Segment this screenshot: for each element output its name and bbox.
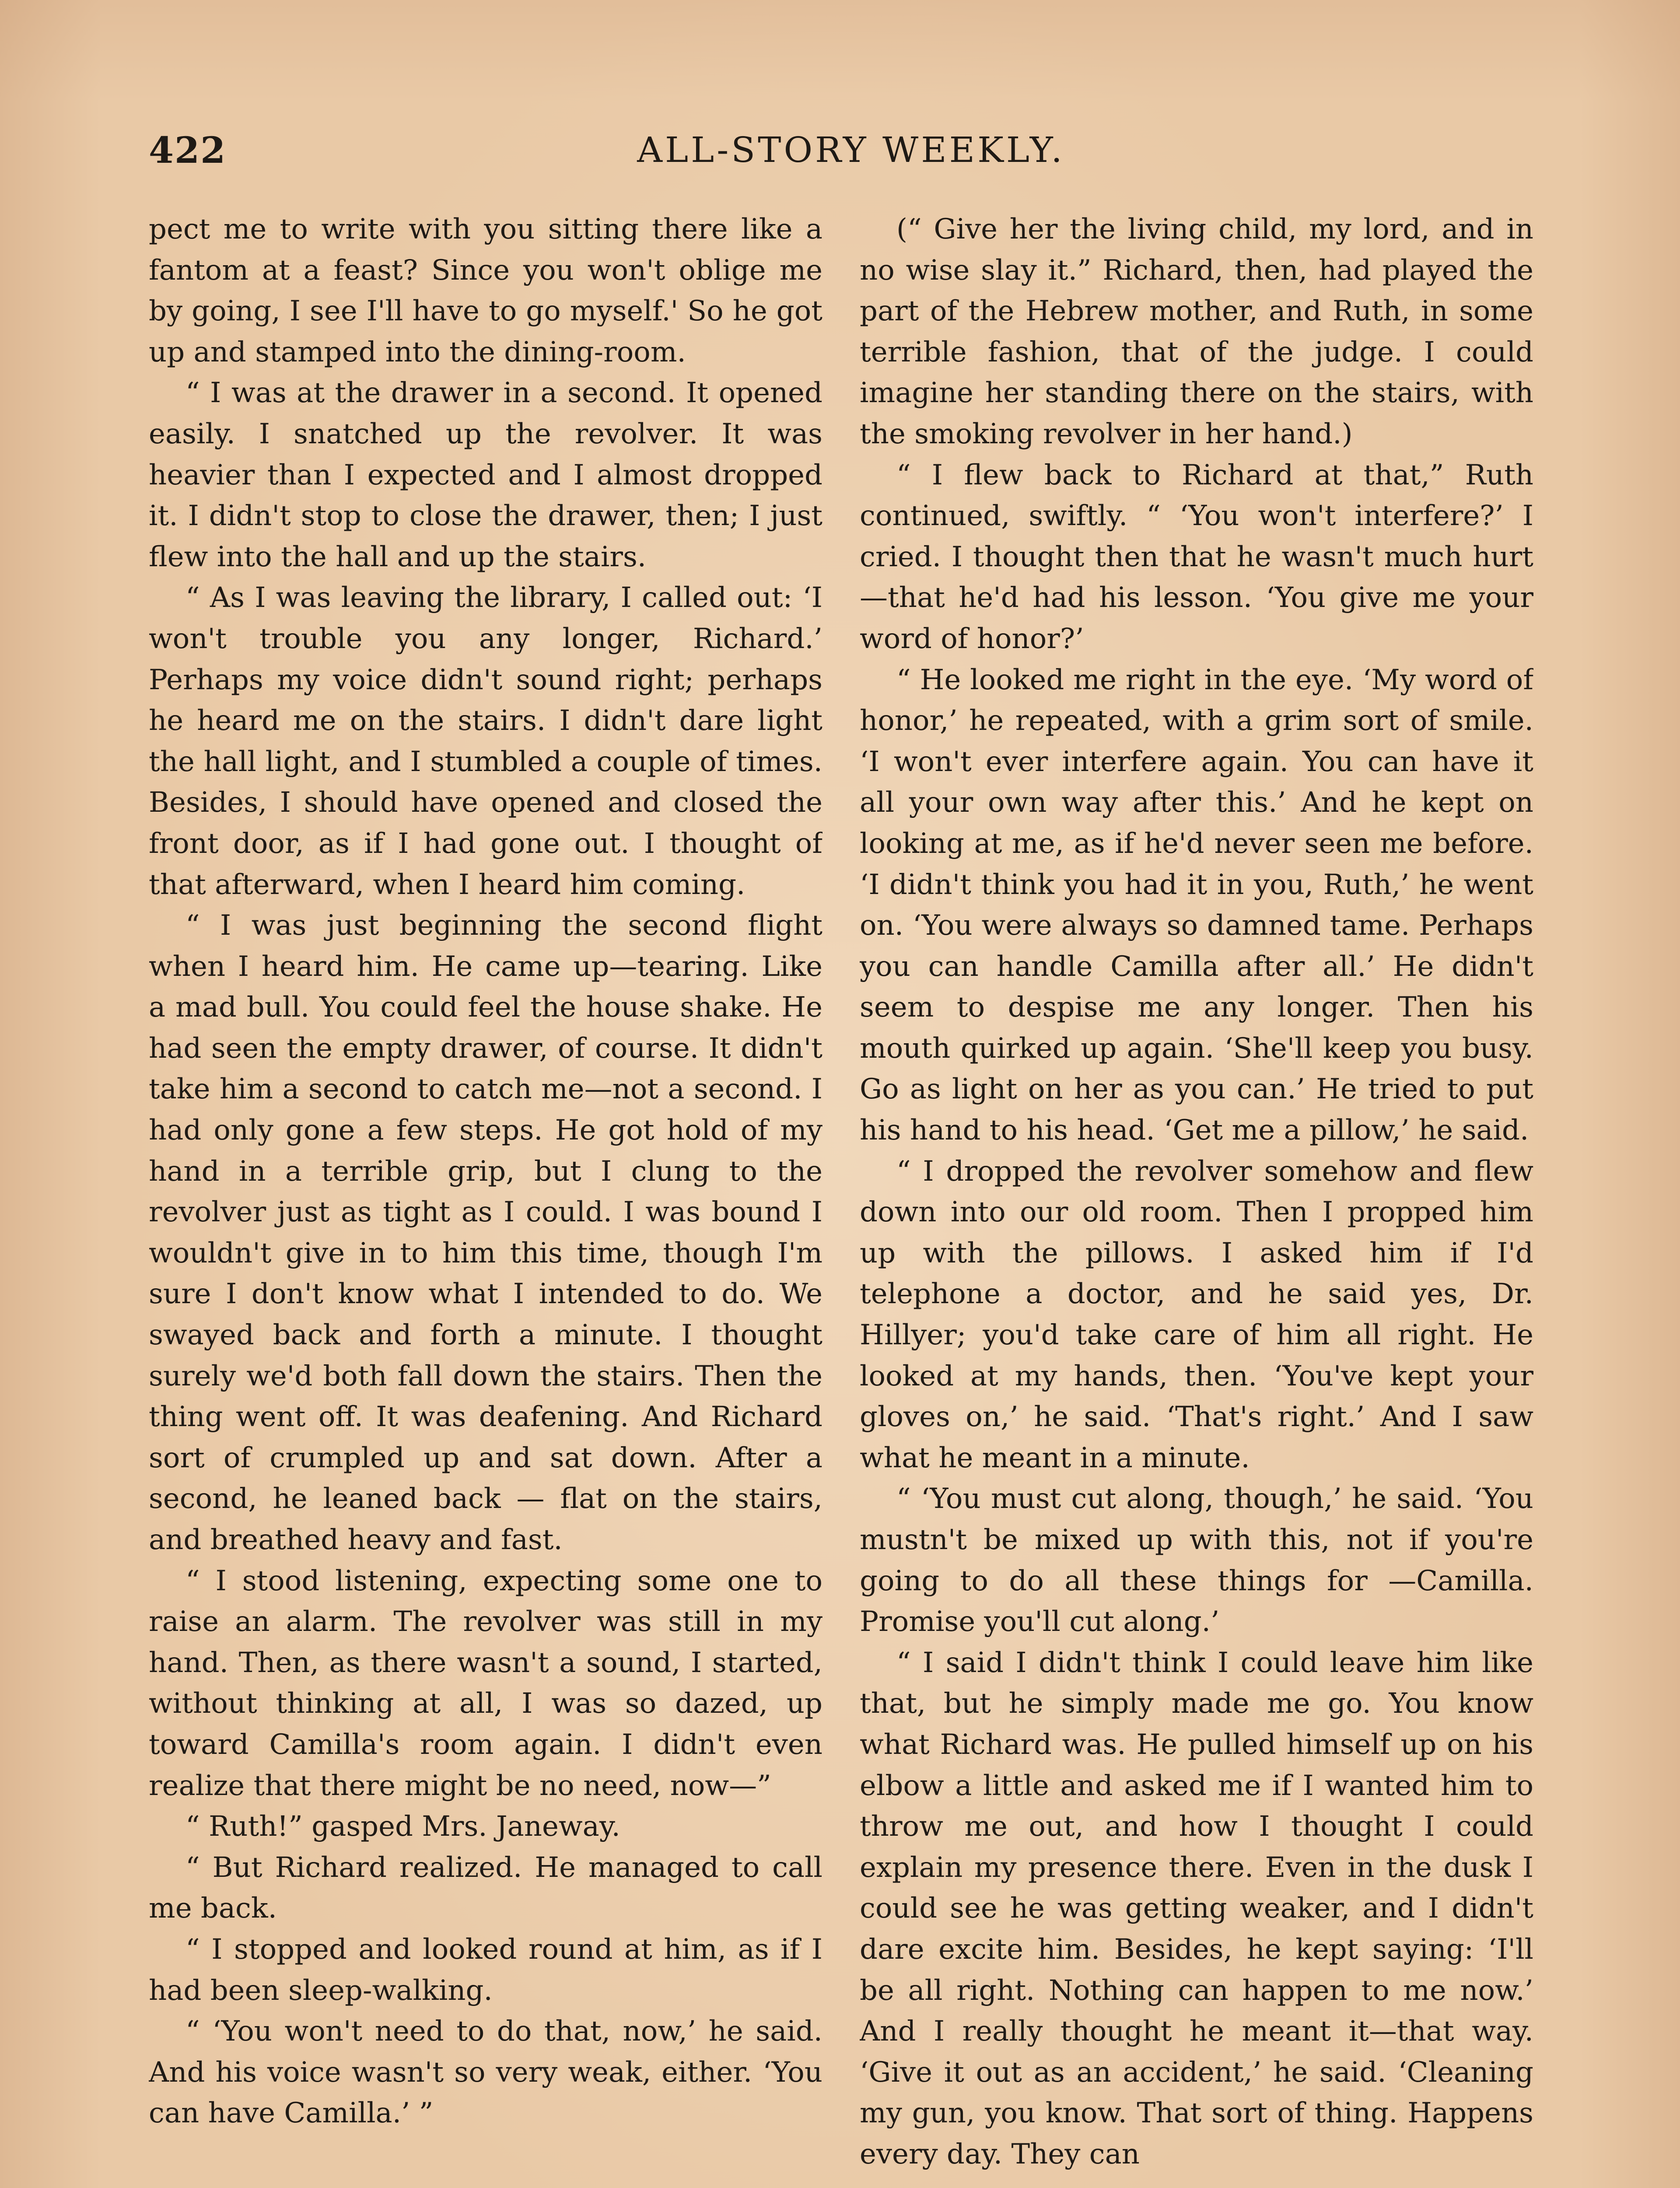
page-header bbox=[149, 130, 1553, 178]
paragraph: “ But Richard realized. He managed to call me back. bbox=[149, 1851, 822, 1925]
paragraph: “ ‘You won't need to do that, now,’ he said. And his voice wasn't so very weak, either. ‘You can have Camilla.’ ” bbox=[149, 2015, 822, 2130]
right-column bbox=[860, 209, 1533, 2188]
paragraph: “ I stood listening, expecting some one to raise an alarm. The revolver was still in my hand. Then, as there wasn't a sound, I started, without thinking at all, I was so dazed, up toward Camilla's room again. I didn't even realize that there might be no need, now—” bbox=[149, 1564, 822, 1802]
running-title: ALL-STORY WEEKLY. bbox=[637, 130, 1065, 170]
paragraph: “ I was at the drawer in a second. It opened easily. I snatched up the revolver. It was heavier than I expected and I almost dropped it. I didn't stop to close the drawer, then; I just flew into the hall and up the stairs. bbox=[149, 377, 822, 573]
paragraph: “ I was just beginning the second flight when I heard him. He came up—tearing. Like a mad bull. You could feel the house shake. He had seen the empty drawer, of course. It didn't take him a second to catch me—not a second. I had only gone a few steps. He got hold of my hand in a terrible grip, but I clung to the revolver just as tight as I could. I was bound I wouldn't give in to him this time, though I'm sure I don't know what I intended to do. We swayed back and forth a minute. I thought surely we'd both fall down the stairs. Then the thing went off. It was deafening. And Richard sort of crumpled up and sat down. After a second, he leaned back — flat on the stairs, and breathed heavy and fast. bbox=[149, 909, 822, 1556]
paragraph: “ I flew back to Richard at that,” Ruth continued, swiftly. “ ‘You won't interfere?’ I cried. I thought then that he wasn't much hurt—that he'd had his lesson. ‘You give me your word of honor?’ bbox=[860, 459, 1533, 655]
paragraph: (“ Give her the living child, my lord, and in no wise slay it.” Richard, then, had played the part of the Hebrew mother, and Ruth, in some terrible fashion, that of the judge. I could imagine her standing there on the stairs, with the smoking revolver in her hand.) bbox=[860, 213, 1533, 450]
left-column bbox=[149, 209, 822, 2188]
page-number: 422 bbox=[149, 130, 227, 172]
paragraph: pect me to write with you sitting there like a fantom at a feast? Since you won't oblige me by going, I see I'll have to go myself.' So he got up and stamped into the dining-room. bbox=[149, 213, 822, 368]
paragraph: “ I said I didn't think I could leave him like that, but he simply made me go. You know what Richard was. He pulled himself up on his elbow a little and asked me if I wanted him to throw me out, and how I thought I could explain my presence there. Even in the dusk I could see he was getting weaker, and I didn't dare excite him. Besides, he kept saying: ‘I'll be all right. Nothing can happen to me now.’ And I really thought he meant it—that way. ‘Give it out as an accident,’ he said. ‘Cleaning my gun, you know. That sort of thing. Happens every day. They can bbox=[860, 1646, 1533, 2170]
paragraph: “ Ruth!” gasped Mrs. Janeway. bbox=[186, 1810, 620, 1843]
paragraph: “ I stopped and looked round at him, as if I had been sleep-walking. bbox=[149, 1933, 822, 2007]
paragraph: “ I dropped the revolver somehow and flew down into our old room. Then I propped him up with the pillows. I asked him if I'd telephone a doctor, and he said yes, Dr. Hillyer; you'd take care of him all right. He looked at my hands, then. ‘You've kept your gloves on,’ he said. ‘That's right.’ And I saw what he meant in a minute. bbox=[860, 1155, 1533, 1474]
paragraph: “ As I was leaving the library, I called out: ‘I won't trouble you any longer, Richard.’ Perhaps my voice didn't sound right; perhaps he heard me on the stairs. I didn't dare light the hall light, and I stumbled a couple of times. Besides, I should have opened and closed the front door, as if I had gone out. I thought of that afterward, when I heard him coming. bbox=[149, 582, 822, 901]
paragraph: “ ‘You must cut along, though,’ he said. ‘You mustn't be mixed up with this, not if you're going to do all these things for —Camilla. Promise you'll cut along.’ bbox=[860, 1483, 1533, 1638]
paragraph: “ He looked me right in the eye. ‘My word of honor,’ he repeated, with a grim sort of smile. ‘I won't ever interfere again. You can have it all your own way after this.’ And he kept on looking at me, as if he'd never seen me before. ‘I didn't think you had it in you, Ruth,’ he went on. ‘You were always so damned tame. Perhaps you can handle Camilla after all.’ He didn't seem to despise me any longer. Then his mouth quirked up again. ‘She'll keep you busy. Go as light on her as you can.’ He tried to put his hand to his head. ‘Get me a pillow,’ he said. bbox=[860, 663, 1533, 1147]
